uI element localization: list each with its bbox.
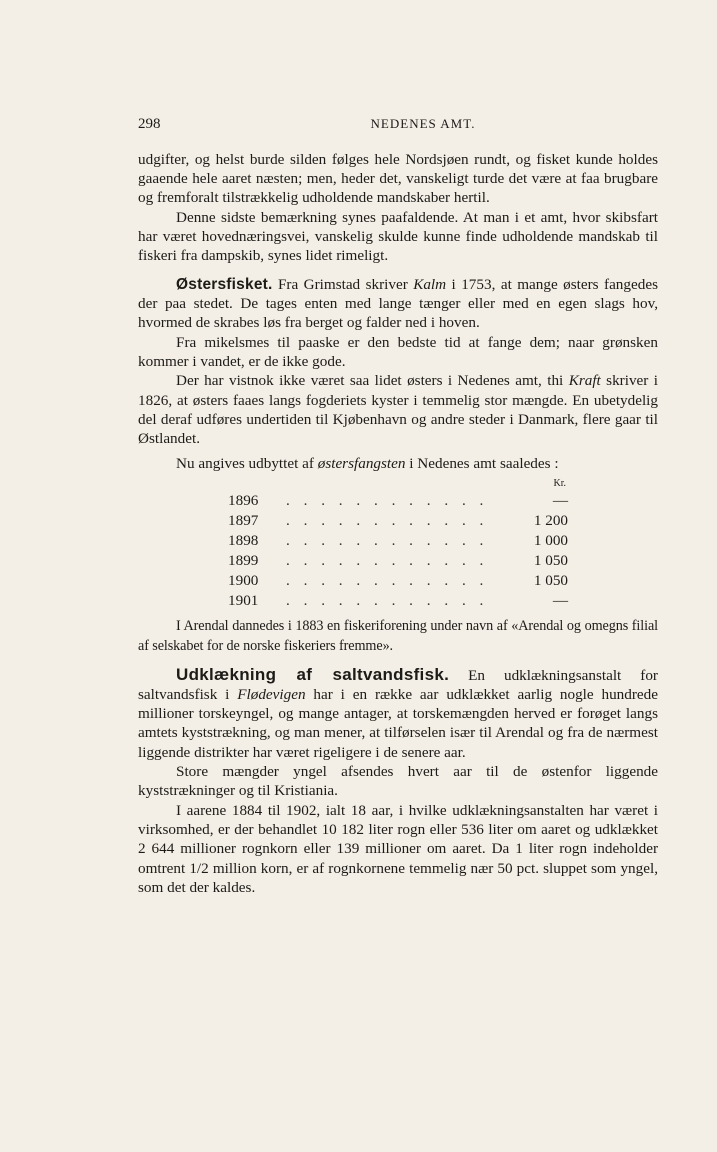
yield-text-a: Nu angives udbyttet af — [176, 455, 318, 473]
row-value: — — [552, 492, 568, 510]
paragraph-statistics — [138, 801, 658, 897]
table-row — [228, 591, 568, 611]
section-heading-hatchery: Udklækning af saltvandsfisk. — [176, 664, 450, 684]
page-number: 298 — [138, 116, 161, 132]
yield-text-b: i Nedenes amt saaledes : — [405, 455, 559, 473]
table-row — [228, 491, 568, 511]
paragraph-season: Fra mikelsmes til paaske er den bedste tid at fange dem; naar grønsken kommer i vandet, er de ikke gode. — [138, 333, 658, 370]
row-year: 1896 — [228, 492, 259, 510]
table-row — [228, 551, 568, 571]
table-row — [228, 531, 568, 551]
fraction-half: 1/2 — [189, 859, 209, 877]
oyster-text-b: i 1753, at mange østers fangedes der paa stedet. De tages enten med lange tænger eller med en egen slags hov, hvormed de skrabes løs fra berget og falder ned i hoven. — [138, 275, 658, 332]
hatch-text-a: En udklækningsanstalt for saltvandsfisk i — [138, 666, 658, 704]
paragraph-shipments: Store mængder yngel afsendes hvert aar til de østenfor liggende kyststrækninger og til Kristiania. — [138, 763, 658, 800]
kraft-text-b: skriver i 1826, at østers faaes langs fogderiets kyster i temmelig stor mængde. En ubetydelig del deraf udføres undertiden til Kjøbenhavn og andre steder i Danmark, flere gaar til Østlandet. — [138, 372, 658, 448]
paragraph-hatchery — [138, 665, 658, 762]
row-year: 1899 — [228, 552, 259, 570]
row-value: 1 200 — [533, 512, 568, 530]
table-unit-header: Kr. — [553, 478, 566, 490]
author-kalm: Kalm — [413, 275, 447, 293]
body-text — [138, 150, 658, 897]
page-header — [138, 116, 658, 136]
place-flodevigen: Flødevigen — [237, 686, 306, 704]
stats-text-b: million korn, er af rognkornene temmelig nær 50 pct. sluppet som yngel, som det der kaldes. — [138, 859, 658, 896]
paragraph-oyster-fishing — [138, 275, 658, 333]
leader-dots: . . . . . . . . . . . . — [286, 492, 489, 510]
paragraph-remark: Denne sidste bemærkning synes paafaldende. At man i et amt, hvor skibsfart har været hovednæringsvei, vanskelig skulde kunne finde udholdende mandskab til fiskeri fra dampskib, synes lidet rimeligt. — [138, 209, 658, 265]
row-year: 1901 — [228, 592, 259, 610]
oyster-text-a: Fra Grimstad skriver — [272, 275, 414, 293]
paragraph-yield-intro — [138, 454, 658, 473]
leader-dots: . . . . . . . . . . . . — [286, 552, 489, 570]
author-kraft: Kraft — [568, 372, 601, 390]
row-value: — — [552, 592, 568, 610]
row-year: 1897 — [228, 512, 259, 530]
row-year: 1900 — [228, 572, 259, 590]
table-row — [228, 511, 568, 531]
paragraph-arendal-association: I Arendal dannedes i 1883 en fiskeriforening under navn af «Arendal og omegns filial af selskabet for de norske fiskeriers fremme». — [138, 618, 658, 654]
stats-text-a: I aarene 1884 til 1902, ialt 18 aar, i hvilke udklækningsanstalten har været i virksomhed, er der behandlet 10 182 liter rogn eller 536 liter om aaret og udklækket 2 644 millioner rognkorn eller 139 millioner om aaret. Da 1 liter rogn indeholder omtrent — [138, 802, 658, 877]
yield-table — [228, 477, 568, 611]
yield-italic: østersfangsten — [317, 455, 406, 473]
paragraph-herring-conclusion: udgifter, og helst burde silden følges hele Nordsjøen rundt, og fisket kunde holdes gaaende hele aaret næsten; men, heder det, vanskeligt turde det være at faa brugbare og fremforalt tilstrækkelig udholdende mandskaber hertil. — [138, 151, 658, 207]
row-value: 1 000 — [533, 532, 568, 550]
table-row — [228, 571, 568, 591]
leader-dots: . . . . . . . . . . . . — [286, 592, 489, 610]
row-year: 1898 — [228, 532, 259, 550]
paragraph-kraft — [138, 371, 658, 448]
leader-dots: . . . . . . . . . . . . — [286, 572, 489, 590]
row-value: 1 050 — [533, 552, 568, 570]
running-head: NEDENES AMT. — [370, 116, 476, 131]
leader-dots: . . . . . . . . . . . . — [286, 532, 489, 550]
hatch-text-b: har i en række aar udklækket aarlig nogle hundrede millioner torskeyngel, og mange antager, at torskemængden herved er forøget langs amtets kyststrækning, og man mener, at tilførselen især til Arendal og fra de nærmest liggende distrikter har været rigeligere i de senere aar. — [138, 686, 659, 761]
section-heading-oyster: Østersfisket. — [176, 275, 273, 293]
kraft-text-a: Der har vistnok ikke været saa lidet østers i Nedenes amt, thi — [176, 372, 569, 390]
leader-dots: . . . . . . . . . . . . — [286, 512, 489, 530]
row-value: 1 050 — [533, 572, 568, 590]
